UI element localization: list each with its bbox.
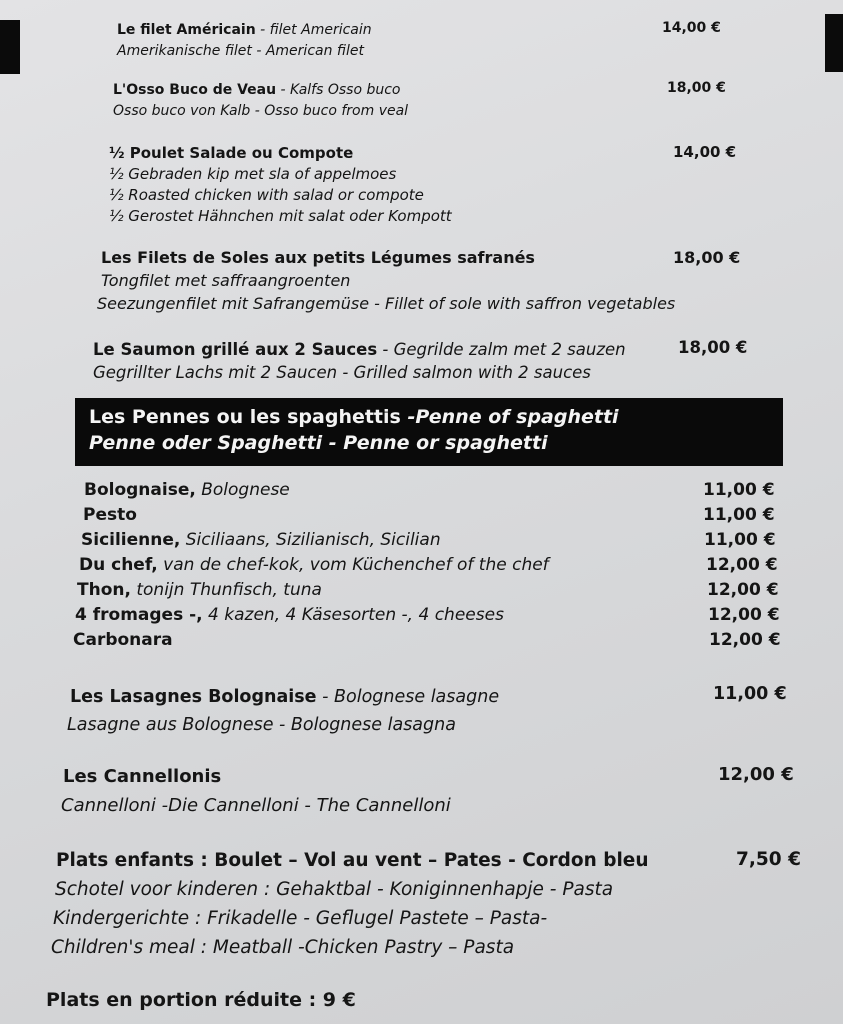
menu-item-filet-americain — [117, 20, 372, 62]
page-edge-marker-left — [0, 20, 20, 74]
section-heading: Les Pennes ou les spaghettis — [89, 406, 408, 428]
pasta-name: Pesto — [83, 505, 137, 525]
item-separator: - — [316, 687, 334, 707]
pasta-alt: van de chef-kok, vom Küchenchef of the chef — [157, 555, 549, 575]
item-price: 14,00 € — [673, 143, 737, 161]
section-subheading: Penne oder Spaghetti - Penne or spaghetti — [89, 432, 548, 454]
menu-item-osso-buco — [113, 80, 408, 122]
pasta-name: 4 fromages -, — [75, 605, 203, 625]
pasta-price: 11,00 € — [703, 480, 775, 500]
item-subtitle: ½ Gerostet Hähnchen mit salat oder Kompott — [109, 207, 452, 225]
item-title: Plats enfants : Boulet – Vol au vent – Pates - Cordon bleu — [56, 850, 649, 871]
pasta-name: Du chef, — [79, 555, 158, 575]
item-price: 7,50 € — [736, 849, 801, 870]
item-alt-name: Gegrilde zalm met 2 sauzen — [393, 340, 626, 359]
item-subtitle: ½ Roasted chicken with salad or compote — [109, 186, 424, 204]
list-item — [77, 580, 322, 604]
item-price: 12,00 € — [718, 764, 794, 785]
item-subtitle: Tongfilet met saffraangroenten — [101, 271, 351, 290]
item-title: ½ Poulet Salade ou Compote — [109, 144, 354, 162]
pasta-alt: tonijn Thunfisch, tuna — [130, 580, 322, 600]
item-alt-name: Kalfs Osso buco — [290, 82, 401, 98]
menu-item-saumon — [93, 338, 626, 384]
pasta-price: 11,00 € — [704, 530, 776, 550]
item-title: Le filet Américain — [117, 22, 256, 38]
list-item — [75, 605, 504, 629]
pasta-price: 12,00 € — [706, 555, 778, 575]
item-subtitle: Cannelloni -Die Cannelloni - The Cannelloni — [61, 795, 451, 816]
pasta-name: Sicilienne, — [81, 530, 181, 550]
reduced-portion-note: Plats en portion réduite : 9 € — [46, 989, 356, 1011]
item-subtitle: Amerikanische filet - American filet — [117, 43, 364, 59]
item-subtitle: Schotel voor kinderen : Gehaktbal - Koniginnenhapje - Pasta — [55, 879, 614, 900]
list-item — [84, 480, 290, 504]
item-price: 18,00 € — [667, 80, 726, 96]
item-separator: - — [255, 22, 270, 38]
pasta-price: 12,00 € — [708, 605, 780, 625]
page-edge-marker-right — [825, 14, 843, 72]
item-subtitle: Seezungenfilet mit Safrangemüse - Fillet of sole with saffron vegetables — [97, 294, 676, 313]
item-alt-name: Bolognese lasagne — [334, 687, 500, 707]
pasta-name: Thon, — [77, 580, 131, 600]
menu-item-lasagne — [67, 683, 500, 739]
item-subtitle: Gegrillter Lachs mit 2 Saucen - Grilled salmon with 2 sauces — [93, 363, 591, 382]
item-title: Les Lasagnes Bolognaise — [70, 687, 317, 707]
pasta-price: 11,00 € — [703, 505, 775, 525]
menu-item-poulet — [109, 143, 452, 227]
item-price: 11,00 € — [713, 684, 787, 704]
pasta-price: 12,00 € — [707, 580, 779, 600]
item-subtitle: Kindergerichte : Frikadelle - Geflugel Pastete – Pasta- — [53, 908, 548, 929]
item-subtitle: Osso buco von Kalb - Osso buco from veal — [113, 103, 409, 119]
list-item — [73, 630, 173, 654]
list-item — [81, 530, 441, 554]
item-price: 18,00 € — [673, 248, 741, 267]
pasta-name: Carbonara — [73, 630, 173, 650]
list-item — [79, 555, 549, 579]
list-item — [83, 505, 137, 529]
item-title: L'Osso Buco de Veau — [113, 82, 277, 98]
item-subtitle: Children's meal : Meatball -Chicken Pastry – Pasta — [51, 937, 515, 958]
menu-item-cannelloni — [63, 762, 451, 820]
item-subtitle: Lasagne aus Bolognese - Bolognese lasagna — [67, 715, 456, 735]
section-heading-alt: -Penne of spaghetti — [407, 406, 619, 428]
pasta-section-header — [75, 398, 783, 466]
item-price: 18,00 € — [678, 338, 748, 357]
pasta-name: Bolognaise, — [84, 480, 196, 500]
item-separator: - — [276, 82, 291, 98]
pasta-alt: Siciliaans, Sizilianisch, Sicilian — [180, 530, 441, 550]
pasta-price: 12,00 € — [709, 630, 781, 650]
item-price: 14,00 € — [662, 20, 721, 36]
item-subtitle: ½ Gebraden kip met sla of appelmoes — [109, 165, 397, 183]
item-alt-name: filet Americain — [269, 22, 372, 38]
item-separator: - — [377, 340, 394, 359]
pasta-alt: Bolognese — [195, 480, 290, 500]
pasta-alt: 4 kazen, 4 Käsesorten -, 4 cheeses — [202, 605, 504, 625]
item-title: Le Saumon grillé aux 2 Sauces — [93, 340, 378, 359]
menu-item-kids — [51, 846, 649, 962]
item-title: Les Cannellonis — [63, 766, 222, 787]
item-title: Les Filets de Soles aux petits Légumes safranés — [101, 248, 535, 267]
menu-item-filets-de-soles — [97, 246, 676, 315]
